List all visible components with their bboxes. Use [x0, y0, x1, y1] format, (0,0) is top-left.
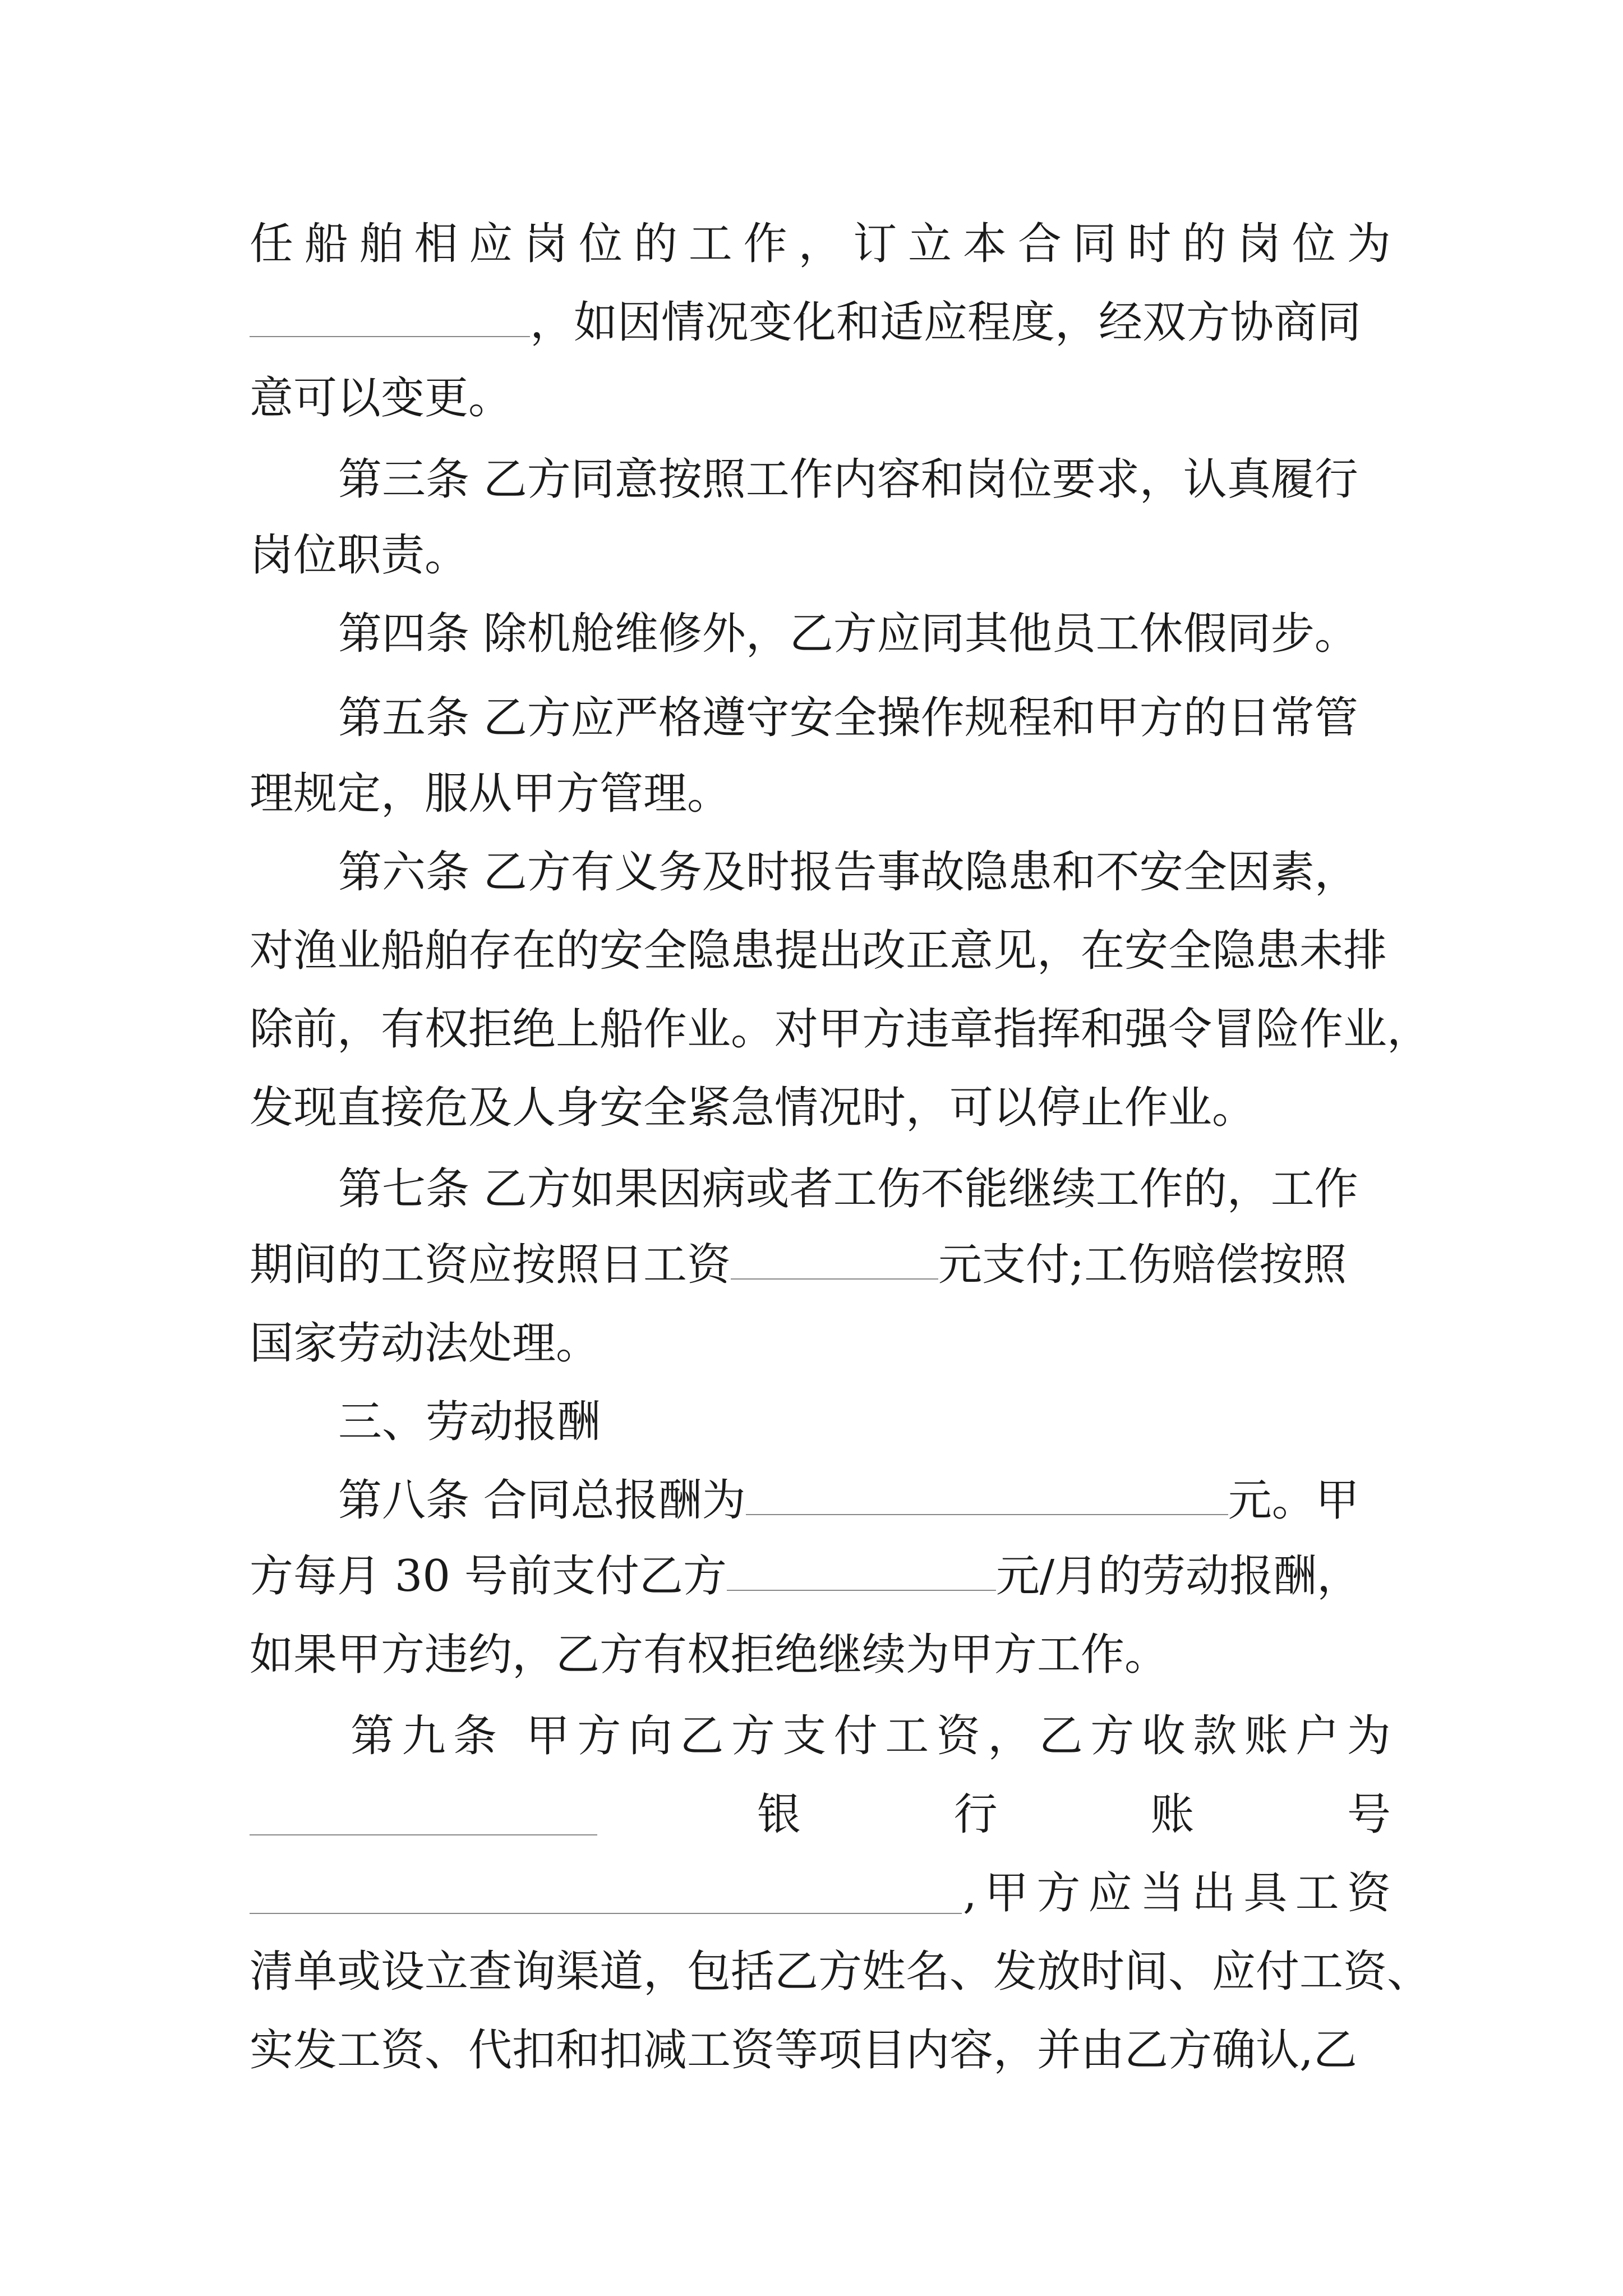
justified-char: 为: [1347, 219, 1391, 269]
justified-char: 任: [250, 219, 294, 269]
article-7-line-1: 第七条 乙方如果因病或者工伤不能继续工作的，工作: [338, 1164, 1358, 1214]
justified-char: 船: [304, 219, 348, 269]
article-8-line-2: [250, 1545, 1391, 1607]
justified-char: 应: [469, 219, 513, 269]
article-7-line-3: 国家劳动法处理。: [250, 1318, 600, 1369]
justified-char: 同: [1072, 219, 1117, 269]
justified-char: 相: [414, 219, 458, 269]
text-segment: 元。甲: [1228, 1475, 1359, 1526]
article-5-line-1: 第五条 乙方应严格遵守安全操作规程和甲方的日常管: [338, 693, 1358, 743]
text-line-1: [250, 213, 1391, 275]
fill-in-blank-monthly-pay[interactable]: [727, 1549, 996, 1591]
justified-char: 立: [908, 219, 952, 269]
justified-char: 岗: [524, 219, 568, 269]
justified-char: ，: [798, 219, 842, 269]
justified-char: 支: [782, 1711, 827, 1761]
article-8-line-3: 如果甲方违约，乙方有权拒绝继续为甲方工作。: [250, 1630, 1169, 1680]
justified-char: 位: [579, 219, 623, 269]
fill-in-blank-daily-wage[interactable]: [731, 1238, 938, 1280]
justified-char: 甲: [525, 1711, 570, 1761]
article-9-line-2: [250, 1784, 1391, 1846]
justified-char: 本: [962, 219, 1007, 269]
text-segment: 元支付;工伤赔偿按照: [938, 1240, 1347, 1290]
justified-char: 的: [1182, 219, 1227, 269]
justified-char: 位: [1292, 219, 1336, 269]
justified-char: 为: [1347, 1711, 1391, 1761]
article-3-line-1: 第三条 乙方同意按照工作内容和岗位要求，认真履行: [338, 454, 1358, 505]
justified-char: 岗: [1237, 219, 1281, 269]
article-7-line-2: [250, 1234, 1391, 1296]
justified-char: 时: [1127, 219, 1172, 269]
justified-char: 的: [633, 219, 677, 269]
justified-char: 收: [1141, 1711, 1186, 1761]
text-segment: ，如因情况变化和适应程度，经双方协商同: [530, 297, 1362, 348]
justified-char: 工: [688, 219, 732, 269]
article-9-line-5: 实发工资、代扣和扣减工资等项目内容，并由乙方确认,乙: [250, 2025, 1357, 2076]
article-6-line-1: 第六条 乙方有义务及时报告事故隐患和不安全因素，: [338, 847, 1358, 898]
justified-char: [505, 1705, 519, 1767]
justified-char: 账: [1150, 1789, 1195, 1840]
justified-char: 款: [1193, 1711, 1237, 1761]
justified-char: 工: [885, 1711, 929, 1761]
section-3-heading: 三、劳动报酬: [338, 1397, 601, 1447]
justified-char: 出: [1192, 1868, 1236, 1918]
justified-char: 条: [453, 1711, 497, 1761]
justified-char: 当: [1140, 1868, 1184, 1918]
article-6-line-4: 发现直接危及人身安全紧急情况时，可以停止作业。: [250, 1083, 1256, 1133]
justified-char: 方: [1090, 1711, 1135, 1761]
text-segment: 期间的工资应按照日工资: [250, 1240, 731, 1290]
justified-char: 资: [1347, 1868, 1391, 1918]
text-segment: 第八条 合同总报酬为: [338, 1475, 746, 1526]
text-line-3: 意可以变更。: [250, 373, 513, 424]
article-6-line-2: 对渔业船舶存在的安全隐患提出改正意见，在安全隐患未排: [250, 926, 1387, 976]
justified-char: 应: [1088, 1868, 1132, 1918]
justified-char: 方: [1036, 1868, 1081, 1918]
justified-char: ，: [988, 1711, 1032, 1761]
fill-in-blank-payee[interactable]: [250, 1794, 597, 1835]
justified-char: 向: [628, 1711, 672, 1761]
justified-char: 方: [731, 1711, 775, 1761]
justified-char: 作: [743, 219, 787, 269]
justified-char: 乙: [680, 1711, 724, 1761]
article-9-line-1: [351, 1705, 1391, 1767]
article-9-line-3: [250, 1862, 1391, 1924]
justified-char: 甲: [985, 1868, 1029, 1918]
fill-in-blank-total-pay[interactable]: [746, 1474, 1228, 1515]
text-line-2: [250, 292, 1391, 353]
justified-char: 订: [853, 219, 897, 269]
article-4-line: 第四条 除机舱维修外，乙方应同其他员工休假同步。: [338, 609, 1358, 659]
justified-char: 号: [1347, 1789, 1391, 1840]
justified-char: 第: [351, 1711, 395, 1761]
article-5-line-2: 理规定，服从甲方管理。: [250, 769, 731, 819]
article-6-line-3: 除前，有权拒绝上船作业。对甲方违章指挥和强令冒险作业，: [250, 1004, 1431, 1055]
justified-char: 行: [953, 1789, 998, 1840]
fill-in-blank-position[interactable]: [250, 296, 530, 337]
fill-in-blank-bank-account[interactable]: [250, 1872, 962, 1914]
text-segment: 元/月的劳动报酬，: [995, 1551, 1361, 1602]
justified-char: 九: [402, 1711, 446, 1761]
article-3-line-2: 岗位职责。: [250, 530, 469, 581]
justified-char: 乙: [1039, 1711, 1083, 1761]
justified-char: 户: [1295, 1711, 1340, 1761]
justified-char: 工: [1295, 1868, 1339, 1918]
justified-char: 方: [577, 1711, 621, 1761]
justified-char: ,: [963, 1868, 977, 1918]
justified-char: 合: [1017, 219, 1062, 269]
article-8-line-1: [338, 1470, 1391, 1531]
justified-char: 银: [757, 1789, 801, 1840]
justified-char: 舶: [359, 219, 403, 269]
justified-char: 具: [1243, 1868, 1288, 1918]
article-9-line-4: 清单或设立查询渠道，包括乙方姓名、发放时间、应付工资、: [250, 1947, 1431, 1997]
justified-char: 账: [1244, 1711, 1288, 1761]
justified-char: 付: [833, 1711, 878, 1761]
justified-char: 资: [936, 1711, 980, 1761]
text-segment: 方每月 30 号前支付乙方: [250, 1551, 727, 1602]
